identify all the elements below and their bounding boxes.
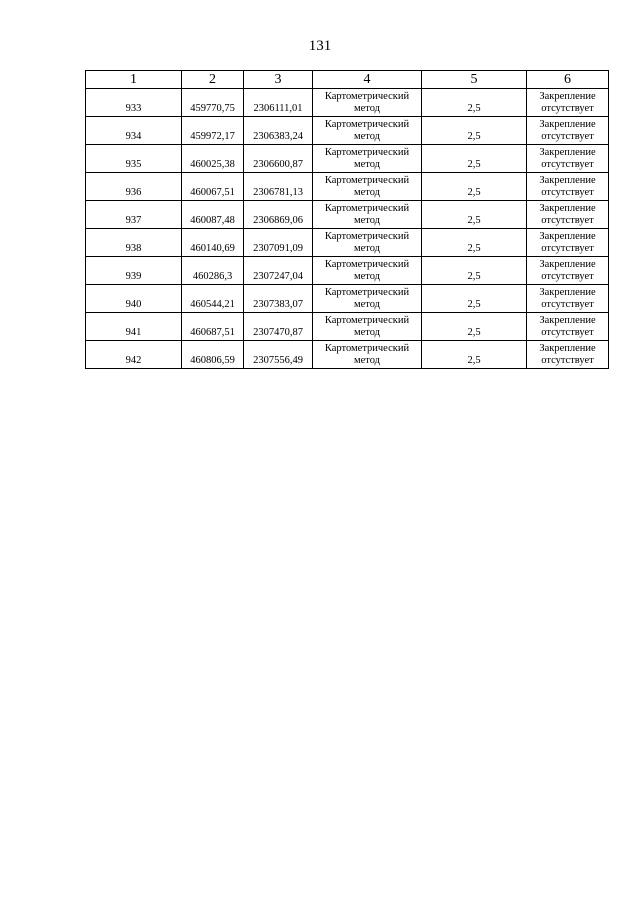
fixing-cell — [527, 313, 609, 341]
y-coordinate-cell: 2307091,09 — [244, 229, 313, 257]
table-row — [86, 117, 609, 145]
table-row — [86, 89, 609, 117]
column-header-5: 5 — [422, 71, 527, 89]
method-cell — [313, 201, 422, 229]
method-cell-line: метод — [353, 243, 381, 254]
method-cell — [313, 89, 422, 117]
method-cell-line: Картометрический — [324, 343, 410, 354]
column-header-3: 3 — [244, 71, 313, 89]
accuracy-cell: 2,5 — [422, 341, 527, 369]
table-row — [86, 145, 609, 173]
method-cell — [313, 313, 422, 341]
fixing-cell-line: Закрепление — [539, 315, 596, 326]
y-coordinate-cell: 2306869,06 — [244, 201, 313, 229]
x-coordinate-cell: 460806,59 — [182, 341, 244, 369]
x-coordinate-cell: 460025,38 — [182, 145, 244, 173]
fixing-cell-line: Закрепление — [539, 91, 596, 102]
accuracy-cell: 2,5 — [422, 257, 527, 285]
y-coordinate-cell: 2306383,24 — [244, 117, 313, 145]
method-cell-line: метод — [353, 355, 381, 366]
fixing-cell-line: Закрепление — [539, 259, 596, 270]
fixing-cell — [527, 257, 609, 285]
table-row — [86, 257, 609, 285]
method-cell-line: Картометрический — [324, 259, 410, 270]
fixing-cell-line: Закрепление — [539, 175, 596, 186]
point-number-cell: 935 — [86, 145, 182, 173]
fixing-cell — [527, 285, 609, 313]
fixing-cell-line: отсутствует — [541, 187, 594, 198]
y-coordinate-cell: 2307247,04 — [244, 257, 313, 285]
point-number-cell: 933 — [86, 89, 182, 117]
point-number-cell: 938 — [86, 229, 182, 257]
table-header-row — [86, 71, 609, 89]
x-coordinate-cell: 460687,51 — [182, 313, 244, 341]
fixing-cell — [527, 229, 609, 257]
x-coordinate-cell: 460087,48 — [182, 201, 244, 229]
x-coordinate-cell: 459770,75 — [182, 89, 244, 117]
method-cell — [313, 145, 422, 173]
fixing-cell-line: отсутствует — [541, 159, 594, 170]
fixing-cell-line: отсутствует — [541, 103, 594, 114]
method-cell-line: Картометрический — [324, 175, 410, 186]
fixing-cell-line: Закрепление — [539, 343, 596, 354]
fixing-cell-line: отсутствует — [541, 355, 594, 366]
method-cell — [313, 117, 422, 145]
method-cell-line: метод — [353, 327, 381, 338]
coordinates-table — [85, 70, 609, 369]
column-header-6: 6 — [527, 71, 609, 89]
method-cell-line: метод — [353, 159, 381, 170]
accuracy-cell: 2,5 — [422, 173, 527, 201]
fixing-cell-line: Закрепление — [539, 203, 596, 214]
table-row — [86, 341, 609, 369]
point-number-cell: 941 — [86, 313, 182, 341]
accuracy-cell: 2,5 — [422, 145, 527, 173]
method-cell — [313, 341, 422, 369]
fixing-cell-line: Закрепление — [539, 231, 596, 242]
point-number-cell: 936 — [86, 173, 182, 201]
method-cell — [313, 285, 422, 313]
point-number-cell: 939 — [86, 257, 182, 285]
fixing-cell-line: отсутствует — [541, 131, 594, 142]
fixing-cell-line: Закрепление — [539, 147, 596, 158]
x-coordinate-cell: 460140,69 — [182, 229, 244, 257]
column-header-2: 2 — [182, 71, 244, 89]
method-cell-line: Картометрический — [324, 231, 410, 242]
method-cell-line: Картометрический — [324, 91, 410, 102]
method-cell-line: метод — [353, 299, 381, 310]
accuracy-cell: 2,5 — [422, 285, 527, 313]
method-cell-line: Картометрический — [324, 147, 410, 158]
method-cell-line: Картометрический — [324, 315, 410, 326]
method-cell-line: метод — [353, 215, 381, 226]
table-row — [86, 229, 609, 257]
fixing-cell-line: отсутствует — [541, 299, 594, 310]
y-coordinate-cell: 2306111,01 — [244, 89, 313, 117]
x-coordinate-cell: 459972,17 — [182, 117, 244, 145]
point-number-cell: 937 — [86, 201, 182, 229]
accuracy-cell: 2,5 — [422, 117, 527, 145]
y-coordinate-cell: 2306600,87 — [244, 145, 313, 173]
method-cell — [313, 173, 422, 201]
fixing-cell-line: отсутствует — [541, 215, 594, 226]
x-coordinate-cell: 460544,21 — [182, 285, 244, 313]
method-cell-line: метод — [353, 131, 381, 142]
table-row — [86, 173, 609, 201]
table-row — [86, 313, 609, 341]
y-coordinate-cell: 2307470,87 — [244, 313, 313, 341]
point-number-cell: 942 — [86, 341, 182, 369]
fixing-cell — [527, 173, 609, 201]
point-number-cell: 934 — [86, 117, 182, 145]
x-coordinate-cell: 460067,51 — [182, 173, 244, 201]
fixing-cell-line: отсутствует — [541, 271, 594, 282]
accuracy-cell: 2,5 — [422, 313, 527, 341]
column-header-1: 1 — [86, 71, 182, 89]
fixing-cell — [527, 89, 609, 117]
method-cell-line: Картометрический — [324, 119, 410, 130]
method-cell — [313, 229, 422, 257]
fixing-cell-line: отсутствует — [541, 243, 594, 254]
accuracy-cell: 2,5 — [422, 201, 527, 229]
fixing-cell — [527, 117, 609, 145]
fixing-cell — [527, 145, 609, 173]
method-cell-line: Картометрический — [324, 203, 410, 214]
method-cell-line: метод — [353, 187, 381, 198]
method-cell-line: метод — [353, 271, 381, 282]
point-number-cell: 940 — [86, 285, 182, 313]
accuracy-cell: 2,5 — [422, 89, 527, 117]
fixing-cell-line: Закрепление — [539, 119, 596, 130]
x-coordinate-cell: 460286,3 — [182, 257, 244, 285]
fixing-cell-line: отсутствует — [541, 327, 594, 338]
table-row — [86, 285, 609, 313]
method-cell-line: метод — [353, 103, 381, 114]
column-header-4: 4 — [313, 71, 422, 89]
fixing-cell-line: Закрепление — [539, 287, 596, 298]
y-coordinate-cell: 2307556,49 — [244, 341, 313, 369]
table-row — [86, 201, 609, 229]
y-coordinate-cell: 2307383,07 — [244, 285, 313, 313]
fixing-cell — [527, 341, 609, 369]
accuracy-cell: 2,5 — [422, 229, 527, 257]
page-number: 131 — [308, 38, 332, 54]
fixing-cell — [527, 201, 609, 229]
method-cell-line: Картометрический — [324, 287, 410, 298]
y-coordinate-cell: 2306781,13 — [244, 173, 313, 201]
method-cell — [313, 257, 422, 285]
table-body — [86, 89, 609, 369]
